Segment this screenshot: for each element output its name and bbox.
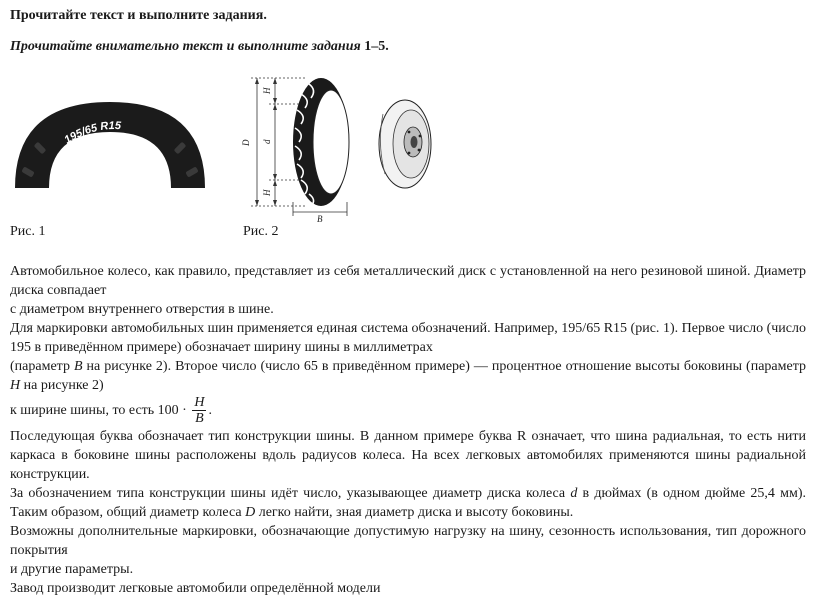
task-numbers: 1–5. bbox=[364, 39, 389, 54]
paragraph: (параметр B на рисунке 2). Второе число (число 65 в приведённом примере) — процентное отношение высоты боковины (параметр H на рисунке 2) bbox=[10, 359, 806, 393]
dim-D-label: D bbox=[241, 139, 251, 146]
tire-marking-figure bbox=[15, 102, 205, 188]
task-instruction bbox=[10, 39, 389, 55]
paragraph: Возможны дополнительные маркировки, обозначающие допустимую нагрузку на шину, сезонность использования, тип дорожного покрытия bbox=[10, 524, 806, 558]
page-title: Прочитайте текст и выполните задания. bbox=[10, 8, 267, 23]
figure-1-caption: Рис. 1 bbox=[10, 224, 46, 239]
paragraph: и другие параметры. bbox=[10, 562, 134, 577]
wheel-dimensions-figure bbox=[243, 74, 443, 224]
paragraph: Для маркировки автомобильных шин применяется единая система обозначений. Например, 195/65 R15 (рис. 1). Первое число (число 195 в приведённом примере) обозначает ширину шины в миллиметрах bbox=[10, 321, 806, 355]
figure-2-caption: Рис. 2 bbox=[243, 224, 279, 239]
paragraph: с диаметром внутреннего отверстия в шине. bbox=[10, 302, 274, 317]
paragraph: За обозначением типа конструкции шины идёт число, указывающее диаметр диска колеса d в дюймах (в одном дюйме 25,4 мм). Таким образом, общий диаметр колеса D легко найти, зная диаметр диска и высоту боковины. bbox=[10, 486, 806, 520]
paragraph: Завод производит легковые автомобили определённой модели bbox=[10, 581, 381, 596]
dim-H-top-label: H bbox=[262, 87, 272, 94]
tire-marking-text: 195/65 R15 bbox=[62, 119, 122, 147]
paragraph: Автомобильное колесо, как правило, представляет из себя металлический диск с установленной на него резиновой шиной. Диаметр диска совпадает bbox=[10, 264, 806, 298]
reading-text bbox=[10, 262, 806, 598]
dim-B-label: B bbox=[317, 214, 323, 224]
paragraph: Последующая буква обозначает тип конструкции шины. В данном примере буква R означает, что шина радиальная, то есть нити каркаса в боковине шины расположены вдоль радиусов колеса. На всех легковых автомобилях применяются шины радиальной конструкции. bbox=[10, 429, 806, 482]
h-over-b-fraction: $\frac{H}{B}$ bbox=[194, 395, 205, 427]
dim-d-label: d bbox=[262, 139, 272, 144]
formula-line: к ширине шины, то есть 100 · $\frac{H}{B}$ . bbox=[10, 395, 212, 427]
task-instruction-text: Прочитайте внимательно текст и выполните задания bbox=[10, 39, 365, 54]
dim-H-bottom-label: H bbox=[262, 189, 272, 196]
